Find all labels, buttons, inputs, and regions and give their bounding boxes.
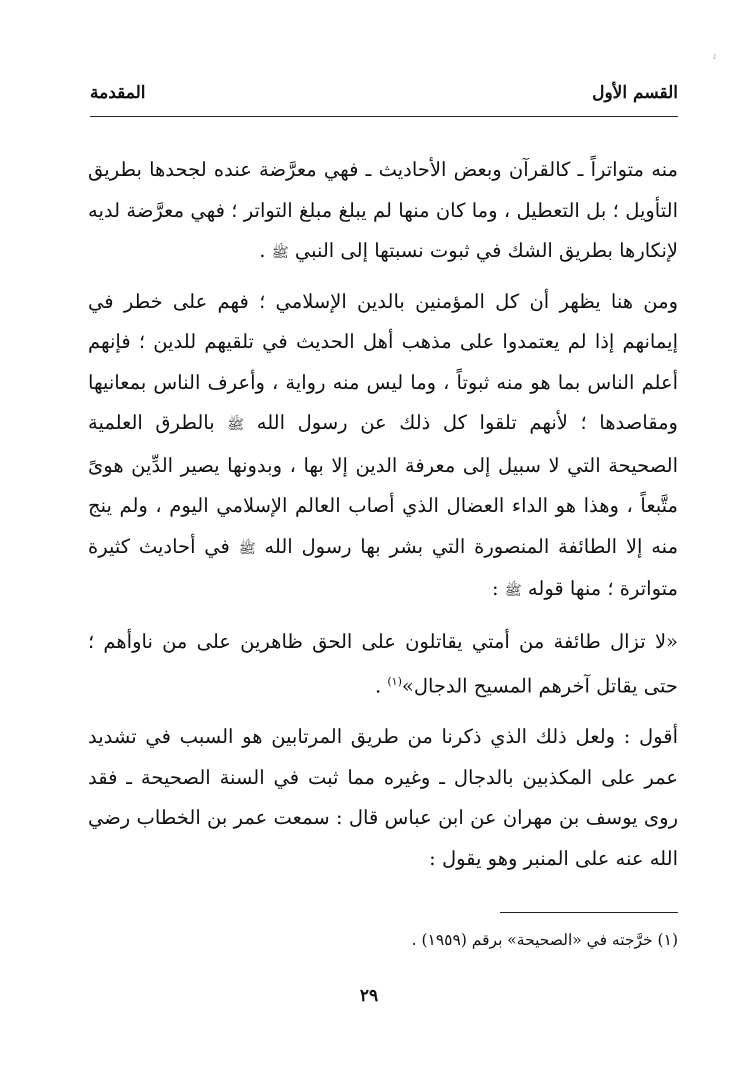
salawat-glyph: ﷺ <box>271 245 289 261</box>
paragraph-1-text: منه متواتراً ـ كالقرآن وبعض الأحاديث ـ فهي معرَّضة عنده لجحدها بطريق التأويل ؛ بل التعطيل ، وما كان منها لم يبلغ مبلغ التواتر ؛ فهي معرَّضة لديه لإنكارها بطريق الشك في ثبوت نسبتها إلى النبي <box>88 158 678 262</box>
section-title: القسم الأول <box>592 83 678 103</box>
header-rule <box>90 116 678 117</box>
paragraph-3 <box>88 717 678 879</box>
footnote: (١) خرَّجته في «الصحيحة» برقم (١٩٥٩) . <box>411 931 678 949</box>
margin-mark: ﺋ <box>713 52 716 62</box>
paragraph-1 <box>88 150 678 274</box>
salawat-glyph: ﷺ <box>238 540 256 557</box>
paragraph-2-text-b: بالطرق العلمية الصحيحة التي لا سبيل إلى معرفة الدين إلا بها ، وبدونها يصير الدِّين هوىً متَّبعاً ، وهذا هو الداء العضال الذي أصاب العالم الإسلامي اليوم ، ولم ينج منه إلا الطائفة المنصورة التي بشر بها رسول الله <box>88 411 679 558</box>
paragraph-2-text-c: في أحاديث كثيرة متواترة ؛ منها قوله <box>88 534 678 600</box>
chapter-title: المقدمة <box>90 83 146 103</box>
paragraph-3-text: أقول : ولعل ذلك الذي ذكرنا من طريق المرتابين هو السبب في تشديد عمر على المكذبين بالدجال ـ وغيره مما ثبت في السنة الصحيحة ـ فقد روى يوسف بن مهران عن ابن عباس قال : سمعت عمر بن الخطاب رضي الله عنه على المنبر وهو يقول : <box>88 725 678 870</box>
hadith-quote-text: «لا تزال طائفة من أمتي يقاتلون على الحق ظاهرين على من ناوأهم ؛ حتى يقاتل آخرهم المسيح الدجال» <box>88 629 678 698</box>
paragraph-2 <box>88 282 678 612</box>
footnote-rule <box>500 912 678 913</box>
footnote-reference[interactable]: (١) <box>387 675 402 688</box>
paragraph-1-end: . <box>259 239 266 262</box>
salawat-glyph: ﷺ <box>504 583 522 599</box>
body-text <box>88 150 678 889</box>
page-number: ٢٩ <box>359 986 379 1006</box>
salawat-glyph: ﷺ <box>227 417 245 433</box>
hadith-quote-end: . <box>374 674 382 698</box>
paragraph-2-text-a: ومن هنا يظهر أن كل المؤمنين بالدين الإسلامي ؛ فهم على خطر في إيمانهم إذا لم يعتمدوا على مذهب أهل الحديث في تلقيهم للدين ؛ فإنهم أعلم الناس بما هو منه ثبوتاً ، وما ليس منه رواية ، وأعرف الناس بمعانيها ومقاصدها ؛ لأنهم تلقوا كل ذلك عن رسول الله <box>88 289 678 434</box>
hadith-quote <box>88 622 678 708</box>
paragraph-2-end: : <box>492 577 499 600</box>
running-header <box>90 78 678 108</box>
